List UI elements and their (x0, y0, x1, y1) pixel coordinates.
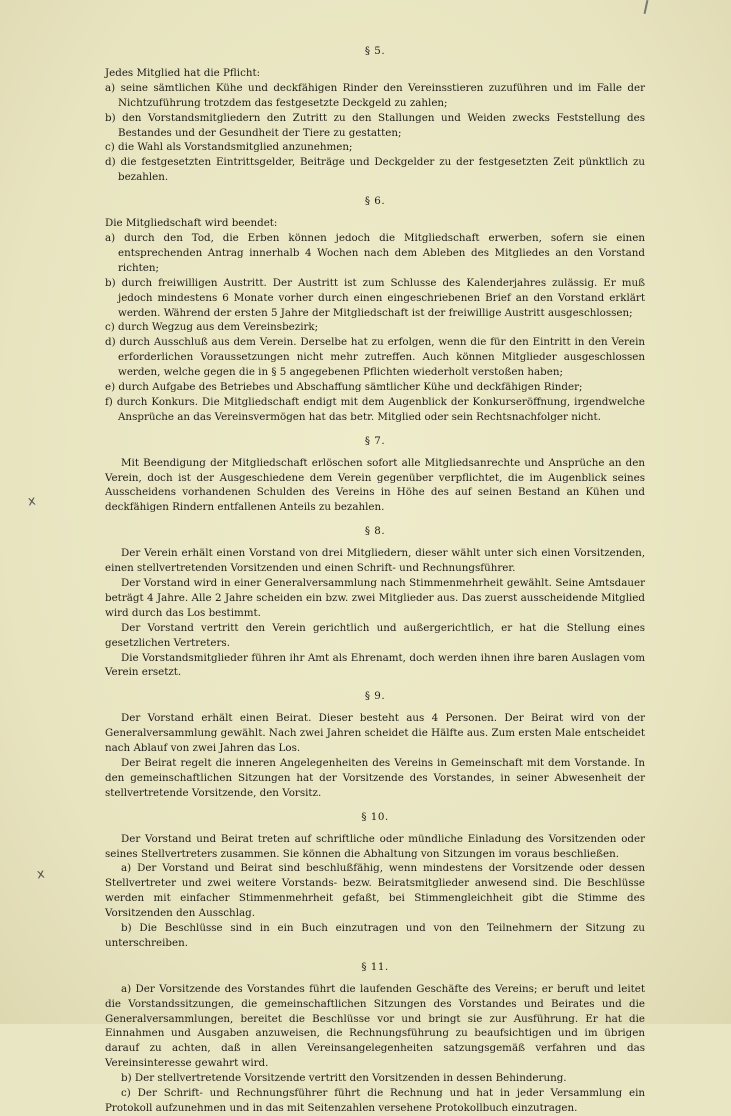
section-heading: § 5. (364, 45, 386, 57)
paragraph: a) Der Vorstand und Beirat sind beschlußfähig, wenn mindestens der Vorsitzende oder dessen Stellvertreter und zwei weitere Vorstands- bezw. Beiratsmitglieder anwesend sind. Die Beschlüsse werden mit einfacher Stimmenmehrheit gefaßt, bei Stimmengleichheit gibt die Stimme des Vorsitzenden den Ausschlag. (105, 862, 645, 920)
section-heading: § 11. (361, 960, 389, 973)
margin-mark-1: x (26, 493, 37, 510)
paragraph: Der Vorstand und Beirat treten auf schriftliche oder mündliche Einladung des Vorsitzenden oder seines Stellvertreters zusammen. Sie können die Abhaltung von Sitzungen im voraus beschließen. (105, 832, 645, 860)
section-heading: § 6. (364, 195, 386, 208)
paragraph: Der Vorstand vertritt den Verein gerichtlich und außergerichtlich, er hat die Stellung eines gesetzlichen Vertreters. (105, 621, 645, 649)
paragraph: Mit Beendigung der Mitgliedschaft erlöschen sofort alle Mitgliedsanrechte und Ansprüche an den Verein, doch ist der Ausgeschiedene dem Verein gegenüber verpflichtet, die im Augenblick seines Ausscheidens vorhandenen Schulden des Vereins in Höhe des auf seinen Bestand an Kühen und deckfähigen Rindern entfallenen Anteils zu bezahlen. (105, 456, 645, 514)
list-item: f) durch Konkurs. Die Mitgliedschaft endigt mit dem Augenblick der Konkurseröffnung, irgendwelche Ansprüche an das Vereinsvermögen hat das betr. Mitglied oder sein Rechtsnachfolger nicht. (105, 395, 645, 423)
list-item: c) durch Wegzug aus dem Vereinsbezirk; (105, 321, 319, 334)
list-item: b) durch freiwilligen Austritt. Der Austritt ist zum Schlusse des Kalenderjahres zulässig. Er muß jedoch mindestens 6 Monate vorher durch einen eingeschriebenen Brief an den Vorstand erklärt werden. Während der ersten 5 Jahre der Mitgliedschaft ist der freiwillige Austritt ausgeschlossen; (105, 276, 645, 319)
list-item: c) die Wahl als Vorstandsmitglied anzunehmen; (105, 141, 353, 154)
margin-mark-2: x (35, 866, 46, 883)
paragraph: Der Beirat regelt die inneren Angelegenheiten des Vereins in Gemeinschaft mit dem Vorstande. In den gemeinschaftlichen Sitzungen hat der Vorsitzende des Vorstandes, in seiner Abwesenheit der stellvertretende Vorsitzende, den Vorsitz. (105, 756, 645, 799)
paragraph: b) Die Beschlüsse sind in ein Buch einzutragen und von den Teilnehmern der Sitzung zu unterschreiben. (105, 922, 645, 949)
paragraph: Die Vorstandsmitglieder führen ihr Amt als Ehrenamt, doch werden ihnen ihre baren Auslagen vom Verein ersetzt. (105, 651, 645, 679)
paragraph: Die Mitgliedschaft wird beendet: (105, 217, 278, 230)
paragraph: a) Der Vorsitzende des Vorstandes führt die laufenden Geschäfte des Vereins; er beruft und leitet die Vorstandssitzungen, die gemeinschaftlichen Sitzungen des Vorstandes und Beirates und die Generalversammlungen, bereitet die Beschlüsse vor und bringt sie zur Ausführung. Er hat die Einnahmen und Ausgaben anzuweisen, die Rechnungsführung zu beaufsichtigen und im übrigen darauf zu achten, daß in allen Vereinsangelegenheiten satzungsgemäß verfahren und das Vereinsinteresse gewahrt wird. (105, 982, 645, 1070)
list-item: d) die festgesetzten Eintrittsgelder, Beiträge und Deckgelder zu der festgesetzten Zeit pünktlich zu bezahlen. (105, 156, 645, 184)
list-item: b) den Vorstandsmitgliedern den Zutritt zu den Stallungen und Weiden zwecks Feststellung des Bestandes und der Gesundheit der Tiere zu gestatten; (105, 111, 645, 139)
list-item: e) durch Aufgabe des Betriebes und Abschaffung sämtlicher Kühe und deckfähigen Rinder; (105, 381, 583, 394)
paragraph: Jedes Mitglied hat die Pflicht: (105, 66, 261, 79)
list-item: d) durch Ausschluß aus dem Verein. Derselbe hat zu erfolgen, wenn die für den Eintritt in den Verein erforderlichen Voraussetzungen nicht mehr zutreffen. Auch können Mitglieder ausgeschlossen werden, welche gegen die in § 5 angegebenen Pflichten wiederholt verstoßen haben; (105, 336, 645, 379)
section-heading: § 10. (361, 810, 389, 823)
list-item: a) durch den Tod, die Erben können jedoch die Mitgliedschaft erwerben, sofern sie einen entsprechenden Antrag innerhalb 4 Wochen nach dem Ableben des Mitgliedes an den Vorstand richten; (105, 231, 645, 274)
pencil-mark (644, 0, 649, 14)
paragraph: b) Der stellvertretende Vorsitzende vertritt den Vorsitzenden in dessen Behinderung. (121, 1072, 567, 1085)
document-body (105, 44, 645, 1116)
list-item: a) seine sämtlichen Kühe und deckfähigen Rinder den Vereinsstieren zuzuführen und im Falle der Nichtzuführung trotzdem das festgesetzte Deckgeld zu zahlen; (105, 81, 645, 109)
paragraph: Der Vorstand erhält einen Beirat. Dieser besteht aus 4 Personen. Der Beirat wird von der Generalversammlung gewählt. Nach zwei Jahren scheidet die Hälfte aus. Zum ersten Male entscheidet nach Ablauf von zwei Jahren das Los. (105, 712, 645, 755)
section-heading: § 8. (364, 525, 386, 538)
paragraph: c) Der Schrift- und Rechnungsführer führt die Rechnung und hat in jeder Versammlung ein Protokoll aufzunehmen und in das mit Seitenzahlen versehene Protokollbuch einzutragen. (105, 1087, 645, 1114)
paragraph: Der Vorstand wird in einer Generalversammlung nach Stimmenmehrheit gewählt. Seine Amtsdauer beträgt 4 Jahre. Alle 2 Jahre scheiden ein bzw. zwei Mitglieder aus. Das zuerst ausscheidende Mitglied wird durch das Los bestimmt. (105, 577, 645, 619)
section-heading: § 9. (364, 690, 386, 703)
paragraph: Der Verein erhält einen Vorstand von drei Mitgliedern, dieser wählt unter sich einen Vorsitzenden, einen stellvertretenden Vorsitzenden und einen Schrift- und Rechnungsführer. (105, 547, 645, 575)
section-heading: § 7. (364, 434, 386, 447)
